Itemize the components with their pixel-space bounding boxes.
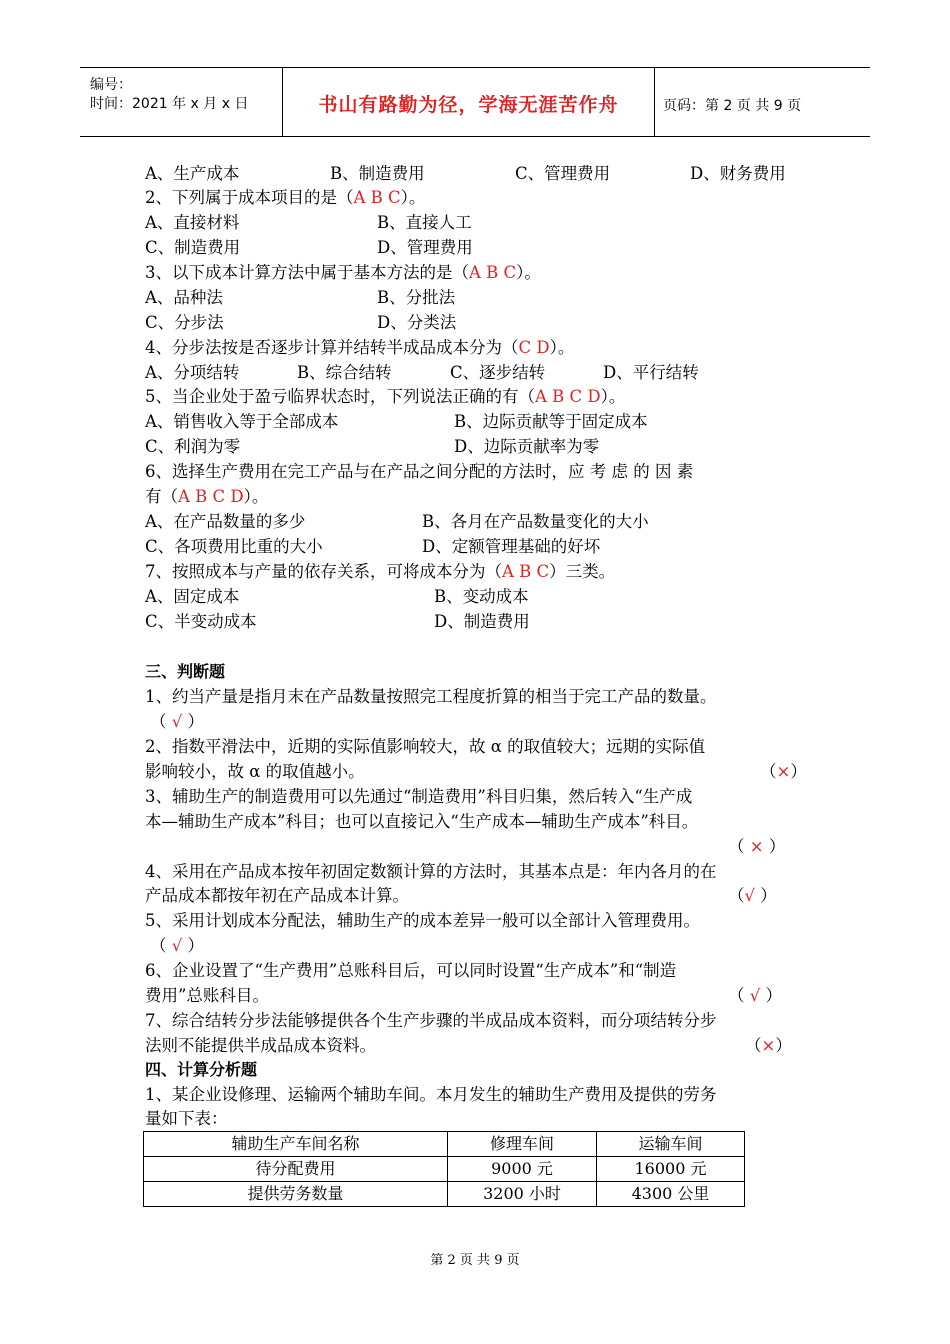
q4-question	[145, 337, 574, 359]
j2-text-1: 2、指数平滑法中，近期的实际值影响较大，故 α 的取值较大；远期的实际值	[145, 737, 706, 756]
q3-option-a: A、品种法	[145, 288, 223, 307]
header-motto: 书山有路勤为径，学海无涯苦作舟	[318, 94, 619, 116]
j1-mark	[150, 711, 204, 733]
q5-option-b: B、边际贡献等于固定成本	[454, 412, 648, 431]
j5-answer: √	[171, 936, 183, 955]
q2-question	[145, 187, 425, 209]
q1-option-c: C、管理费用	[515, 164, 611, 183]
table-cell: 3200 小时	[448, 1182, 597, 1207]
q6-option-b: B、各月在产品数量变化的大小	[422, 512, 649, 531]
j7-answer: ×	[761, 1036, 776, 1055]
q7-answer: A B C	[502, 562, 550, 581]
j1-paren-close: ）	[187, 712, 205, 731]
j5-paren-close: ）	[187, 936, 205, 955]
j2-text-2: 影响较小，故 α 的取值越小。	[145, 762, 365, 781]
j2-answer: ×	[776, 762, 791, 781]
q4-answer: C D	[518, 338, 550, 357]
table-cell: 待分配费用	[144, 1157, 448, 1182]
document-number-label: 编号：	[90, 77, 132, 93]
table-cell: 16000 元	[597, 1157, 745, 1182]
j2-paren-close: ）	[790, 762, 807, 781]
q5-option-d: D、边际贡献率为零	[454, 437, 600, 456]
j6-mark	[728, 985, 782, 1007]
q7-text: 7、按照成本与产量的依存关系，可将成本分为（	[145, 562, 502, 581]
q3-option-d: D、分类法	[377, 313, 457, 332]
table-cell: 提供劳务数量	[144, 1182, 448, 1207]
j6-paren-open: （	[728, 986, 745, 1005]
q3-end: ）。	[516, 263, 541, 282]
j6-answer: √	[749, 986, 761, 1005]
q1-option-a: A、生产成本	[145, 164, 240, 183]
q1-option-d: D、财务费用	[690, 164, 786, 183]
q6-text2: 有（	[145, 487, 178, 506]
j4-paren-close: ）	[760, 886, 777, 905]
header-info-cell	[80, 68, 283, 136]
j4-mark	[728, 885, 777, 907]
section-3-heading: 三、判断题	[145, 662, 226, 681]
q5-text: 5、当企业处于盈亏临界状态时，下列说法正确的有（	[145, 387, 535, 406]
q3-question	[145, 262, 541, 284]
page-header	[80, 67, 870, 137]
q3-answer: A B C	[469, 263, 517, 282]
q2-option-c: C、制造费用	[145, 238, 241, 257]
j1-paren-open: （	[150, 712, 167, 731]
header-motto-cell	[283, 68, 655, 136]
j6-text-1: 6、企业设置了“生产费用”总账科目后，可以同时设置“生产成本”和“制造	[145, 961, 677, 980]
q4-option-b: B、综合结转	[297, 363, 392, 382]
header-page-number: 页码：第 2 页 共 9 页	[663, 98, 802, 114]
j1-answer: √	[171, 712, 183, 731]
j3-answer: ×	[749, 837, 764, 856]
j3-text-2: 本—辅助生产成本”科目；也可以直接记入“生产成本—辅助生产成本”科目。	[145, 812, 699, 831]
j7-paren-close: ）	[775, 1036, 792, 1055]
q2-option-d: D、管理费用	[377, 238, 473, 257]
q2-text: 2、下列属于成本项目的是（	[145, 188, 354, 207]
header-page-cell	[655, 68, 870, 136]
q2-answer: A B C	[353, 188, 401, 207]
q4-end: ）。	[549, 338, 575, 357]
j7-text-1: 7、综合结转分步法能够提供各个生产步骤的半成品成本资料，而分项结转分步	[145, 1011, 717, 1030]
q5-option-a: A、销售收入等于全部成本	[145, 412, 339, 431]
table-cell: 4300 公里	[597, 1182, 745, 1207]
q2-option-b: B、直接人工	[377, 213, 472, 232]
q7-option-c: C、半变动成本	[145, 612, 257, 631]
table-header-row	[144, 1132, 745, 1157]
q7-option-b: B、变动成本	[434, 587, 529, 606]
j3-paren-open: （	[728, 837, 745, 856]
table-row	[144, 1157, 745, 1182]
q3-text: 3、以下成本计算方法中属于基本方法的是（	[145, 263, 469, 282]
q1-option-b: B、制造费用	[330, 164, 425, 183]
document-date-label: 时间：2021 年 x 月 x 日	[90, 96, 249, 112]
table-header-cell: 辅助生产车间名称	[144, 1132, 448, 1157]
q6-question: 6、选择生产费用在完工产品与在产品之间分配的方法时，应 考 虑 的 因 素	[145, 462, 694, 481]
q5-question	[145, 386, 625, 408]
j4-paren-open: （	[728, 886, 745, 905]
q6-question-cont	[145, 486, 268, 508]
j7-text-2: 法则不能提供半成品成本资料。	[145, 1036, 376, 1055]
j6-paren-close: ）	[765, 986, 783, 1005]
j5-mark	[150, 935, 204, 957]
q7-option-d: D、制造费用	[434, 612, 530, 631]
j7-mark	[745, 1035, 792, 1057]
section-4-heading: 四、计算分析题	[145, 1060, 258, 1079]
table-header-cell: 修理车间	[448, 1132, 597, 1157]
j4-text-1: 4、采用在产品成本按年初固定数额计算的方法时，其基本点是：年内各月的在	[145, 862, 717, 881]
table-header-cell: 运输车间	[597, 1132, 745, 1157]
table-row	[144, 1182, 745, 1207]
j4-text-2: 产品成本都按年初在产品成本计算。	[145, 886, 409, 905]
q5-answer: A B C D	[535, 387, 601, 406]
j5-text: 5、采用计划成本分配法，辅助生产的成本差异一般可以全部计入管理费用。	[145, 911, 700, 930]
q7-end: ）三类。	[549, 562, 616, 581]
j2-mark	[760, 761, 807, 783]
j3-paren-close: ）	[768, 837, 786, 856]
q6-option-c: C、各项费用比重的大小	[145, 537, 323, 556]
q3-option-b: B、分批法	[377, 288, 456, 307]
q7-question	[145, 561, 615, 583]
q5-option-c: C、利润为零	[145, 437, 241, 456]
table-cell: 9000 元	[448, 1157, 597, 1182]
c1-text-1: 1、某企业设修理、运输两个辅助车间。本月发生的辅助生产费用及提供的劳务	[145, 1085, 717, 1104]
j4-answer: √	[744, 886, 756, 905]
q2-option-a: A、直接材料	[145, 213, 240, 232]
c1-text-2: 量如下表：	[145, 1109, 228, 1128]
q2-end: ）。	[400, 188, 426, 207]
q6-option-d: D、定额管理基础的好坏	[422, 537, 601, 556]
j5-paren-open: （	[150, 936, 167, 955]
q4-option-a: A、分项结转	[145, 363, 240, 382]
j3-text-1: 3、辅助生产的制造费用可以先通过“制造费用”科目归集，然后转入“生产成	[145, 787, 693, 806]
page-footer: 第 2 页 共 9 页	[430, 1253, 520, 1268]
q4-option-d: D、平行结转	[603, 363, 699, 382]
q3-option-c: C、分步法	[145, 313, 224, 332]
j1-text: 1、约当产量是指月末在产品数量按照完工程度折算的相当于完工产品的数量。	[145, 687, 717, 706]
q4-option-c: C、逐步结转	[450, 363, 546, 382]
q5-end: ）。	[600, 387, 626, 406]
q6-end: ）。	[243, 487, 269, 506]
j2-paren-open: （	[760, 762, 777, 781]
service-table	[143, 1131, 745, 1207]
q6-option-a: A、在产品数量的多少	[145, 512, 306, 531]
j7-paren-open: （	[745, 1036, 762, 1055]
q6-answer: A B C D	[178, 487, 244, 506]
q7-option-a: A、固定成本	[145, 587, 240, 606]
j3-mark	[728, 836, 785, 858]
j6-text-2: 费用”总账科目。	[145, 986, 269, 1005]
q4-text: 4、分步法按是否逐步计算并结转半成品成本分为（	[145, 338, 519, 357]
